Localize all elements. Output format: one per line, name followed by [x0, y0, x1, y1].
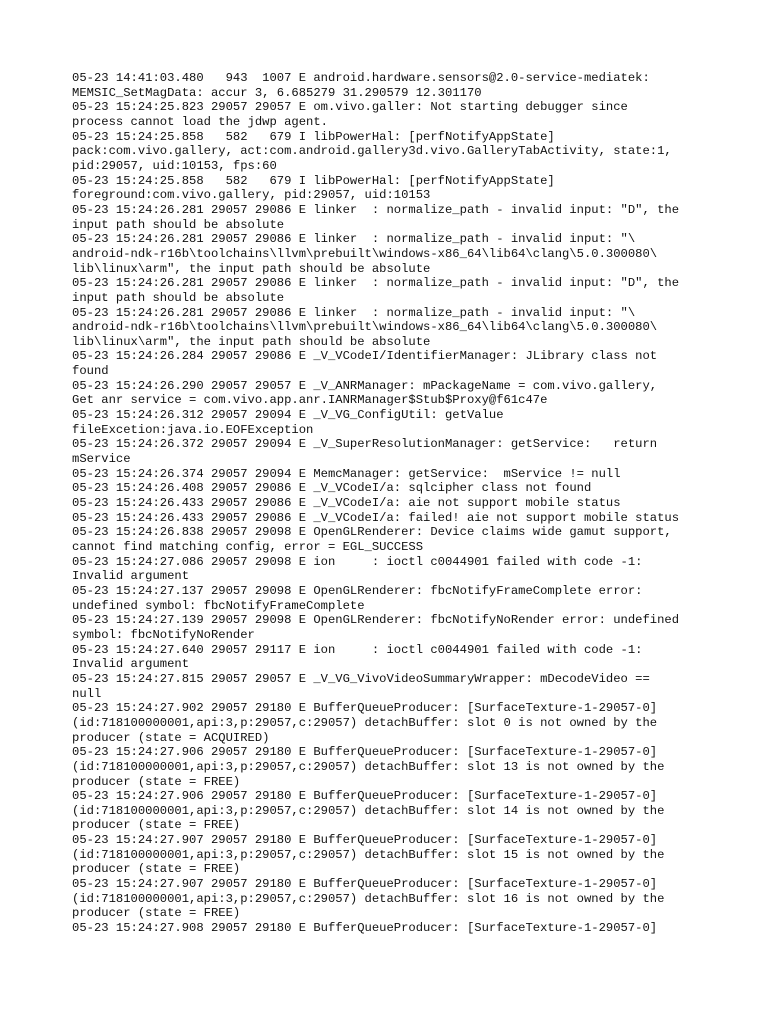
- log-line: 05-23 15:24:27.815 29057 29057 E _V_VG_VivoVideoSummaryWrapper: mDecodeVideo ==: [72, 671, 650, 686]
- log-line: 05-23 15:24:26.290 29057 29057 E _V_ANRManager: mPackageName = com.vivo.gallery,: [72, 378, 658, 393]
- log-line: mService: [72, 452, 131, 467]
- log-line: foreground:com.vivo.gallery, pid:29057, uid:10153: [72, 188, 431, 203]
- log-line: producer (state = FREE): [72, 906, 241, 921]
- log-line: 05-23 15:24:27.902 29057 29180 E BufferQueueProducer: [SurfaceTexture-1-29057-0]: [72, 701, 658, 716]
- log-line: 05-23 15:24:26.281 29057 29086 E linker : normalize_path - invalid input: "\: [72, 305, 636, 320]
- log-line: (id:718100000001,api:3,p:29057,c:29057) detachBuffer: slot 16 is not owned by the: [72, 891, 665, 906]
- log-line: pid:29057, uid:10153, fps:60: [72, 158, 277, 173]
- log-text-block: [72, 71, 732, 936]
- log-line: 05-23 15:24:25.858 582 679 I libPowerHal: [perfNotifyAppState]: [72, 173, 555, 188]
- log-line: input path should be absolute: [72, 217, 285, 232]
- log-line: 05-23 15:24:26.408 29057 29086 E _V_VCodeI/a: sqlcipher class not found: [72, 481, 592, 496]
- log-line: 05-23 15:24:26.433 29057 29086 E _V_VCodeI/a: failed! aie not support mobile status: [72, 510, 680, 525]
- log-line: found: [72, 364, 109, 379]
- log-line: producer (state = FREE): [72, 774, 241, 789]
- log-line: 05-23 15:24:26.281 29057 29086 E linker : normalize_path - invalid input: "\: [72, 232, 636, 247]
- log-line: Invalid argument: [72, 569, 190, 584]
- log-line: symbol: fbcNotifyNoRender: [72, 627, 255, 642]
- log-line: producer (state = FREE): [72, 862, 241, 877]
- log-line: 05-23 15:24:25.858 582 679 I libPowerHal: [perfNotifyAppState]: [72, 129, 555, 144]
- log-line: 05-23 15:24:26.372 29057 29094 E _V_SuperResolutionManager: getService: return: [72, 437, 658, 452]
- log-line: Get anr service = com.vivo.app.anr.IANRManager$Stub$Proxy@f61c47e: [72, 393, 548, 408]
- log-line: 05-23 15:24:26.838 29057 29098 E OpenGLRenderer: Device claims wide gamut support,: [72, 525, 672, 540]
- log-line: 05-23 15:24:26.281 29057 29086 E linker : normalize_path - invalid input: "D", the: [72, 202, 680, 217]
- log-line: 05-23 15:24:25.823 29057 29057 E om.vivo.galler: Not starting debugger since: [72, 100, 628, 115]
- log-line: (id:718100000001,api:3,p:29057,c:29057) detachBuffer: slot 0 is not owned by the: [72, 715, 658, 730]
- log-line: null: [72, 686, 102, 701]
- log-line: 05-23 14:41:03.480 943 1007 E android.hardware.sensors@2.0-service-mediatek:: [72, 71, 650, 85]
- log-line: 05-23 15:24:26.312 29057 29094 E _V_VG_ConfigUtil: getValue: [72, 408, 504, 423]
- log-line: cannot find matching config, error = EGL_SUCCESS: [72, 540, 424, 554]
- log-line: (id:718100000001,api:3,p:29057,c:29057) detachBuffer: slot 13 is not owned by the: [72, 759, 665, 774]
- log-line: Invalid argument: [72, 657, 190, 672]
- log-line: 05-23 15:24:27.907 29057 29180 E BufferQueueProducer: [SurfaceTexture-1-29057-0]: [72, 833, 658, 848]
- log-line: 05-23 15:24:26.281 29057 29086 E linker : normalize_path - invalid input: "D", the: [72, 276, 680, 291]
- log-line: 05-23 15:24:27.907 29057 29180 E BufferQueueProducer: [SurfaceTexture-1-29057-0]: [72, 877, 658, 892]
- log-line: 05-23 15:24:27.086 29057 29098 E ion : ioctl c0044901 failed with code -1:: [72, 554, 643, 569]
- log-line: 05-23 15:24:27.906 29057 29180 E BufferQueueProducer: [SurfaceTexture-1-29057-0]: [72, 789, 658, 804]
- log-line: android-ndk-r16b\toolchains\llvm\prebuilt\windows-x86_64\lib64\clang\5.0.300080\: [72, 246, 658, 261]
- log-line: 05-23 15:24:26.284 29057 29086 E _V_VCodeI/IdentifierManager: JLibrary class not: [72, 349, 658, 364]
- log-line: input path should be absolute: [72, 290, 285, 305]
- log-line: 05-23 15:24:26.433 29057 29086 E _V_VCodeI/a: aie not support mobile status: [72, 496, 621, 511]
- log-line: 05-23 15:24:27.906 29057 29180 E BufferQueueProducer: [SurfaceTexture-1-29057-0]: [72, 745, 658, 760]
- log-line: 05-23 15:24:27.137 29057 29098 E OpenGLRenderer: fbcNotifyFrameComplete error:: [72, 583, 643, 598]
- log-line: pack:com.vivo.gallery, act:com.android.gallery3d.vivo.GalleryTabActivity, state:1,: [72, 144, 672, 159]
- log-line: producer (state = FREE): [72, 818, 241, 833]
- log-line: 05-23 15:24:27.908 29057 29180 E BufferQueueProducer: [SurfaceTexture-1-29057-0]: [72, 921, 658, 936]
- log-line: producer (state = ACQUIRED): [72, 730, 270, 745]
- log-line: lib\linux\arm", the input path should be absolute: [72, 334, 431, 349]
- log-line: android-ndk-r16b\toolchains\llvm\prebuilt\windows-x86_64\lib64\clang\5.0.300080\: [72, 320, 658, 335]
- log-line: 05-23 15:24:26.374 29057 29094 E MemcManager: getService: mService != null: [72, 466, 621, 481]
- log-line: (id:718100000001,api:3,p:29057,c:29057) detachBuffer: slot 14 is not owned by the: [72, 803, 665, 818]
- log-line: undefined symbol: fbcNotifyFrameComplete: [72, 598, 365, 613]
- log-line: fileExcetion:java.io.EOFException: [72, 422, 314, 437]
- log-line: (id:718100000001,api:3,p:29057,c:29057) detachBuffer: slot 15 is not owned by the: [72, 847, 665, 862]
- log-line: MEMSIC_SetMagData: accur 3, 6.685279 31.290579 12.301170: [72, 85, 482, 100]
- log-line: 05-23 15:24:27.139 29057 29098 E OpenGLRenderer: fbcNotifyNoRender error: undefined: [72, 613, 680, 628]
- log-line: lib\linux\arm", the input path should be absolute: [72, 261, 431, 276]
- log-line: process cannot load the jdwp agent.: [72, 114, 328, 129]
- log-line: 05-23 15:24:27.640 29057 29117 E ion : ioctl c0044901 failed with code -1:: [72, 642, 643, 657]
